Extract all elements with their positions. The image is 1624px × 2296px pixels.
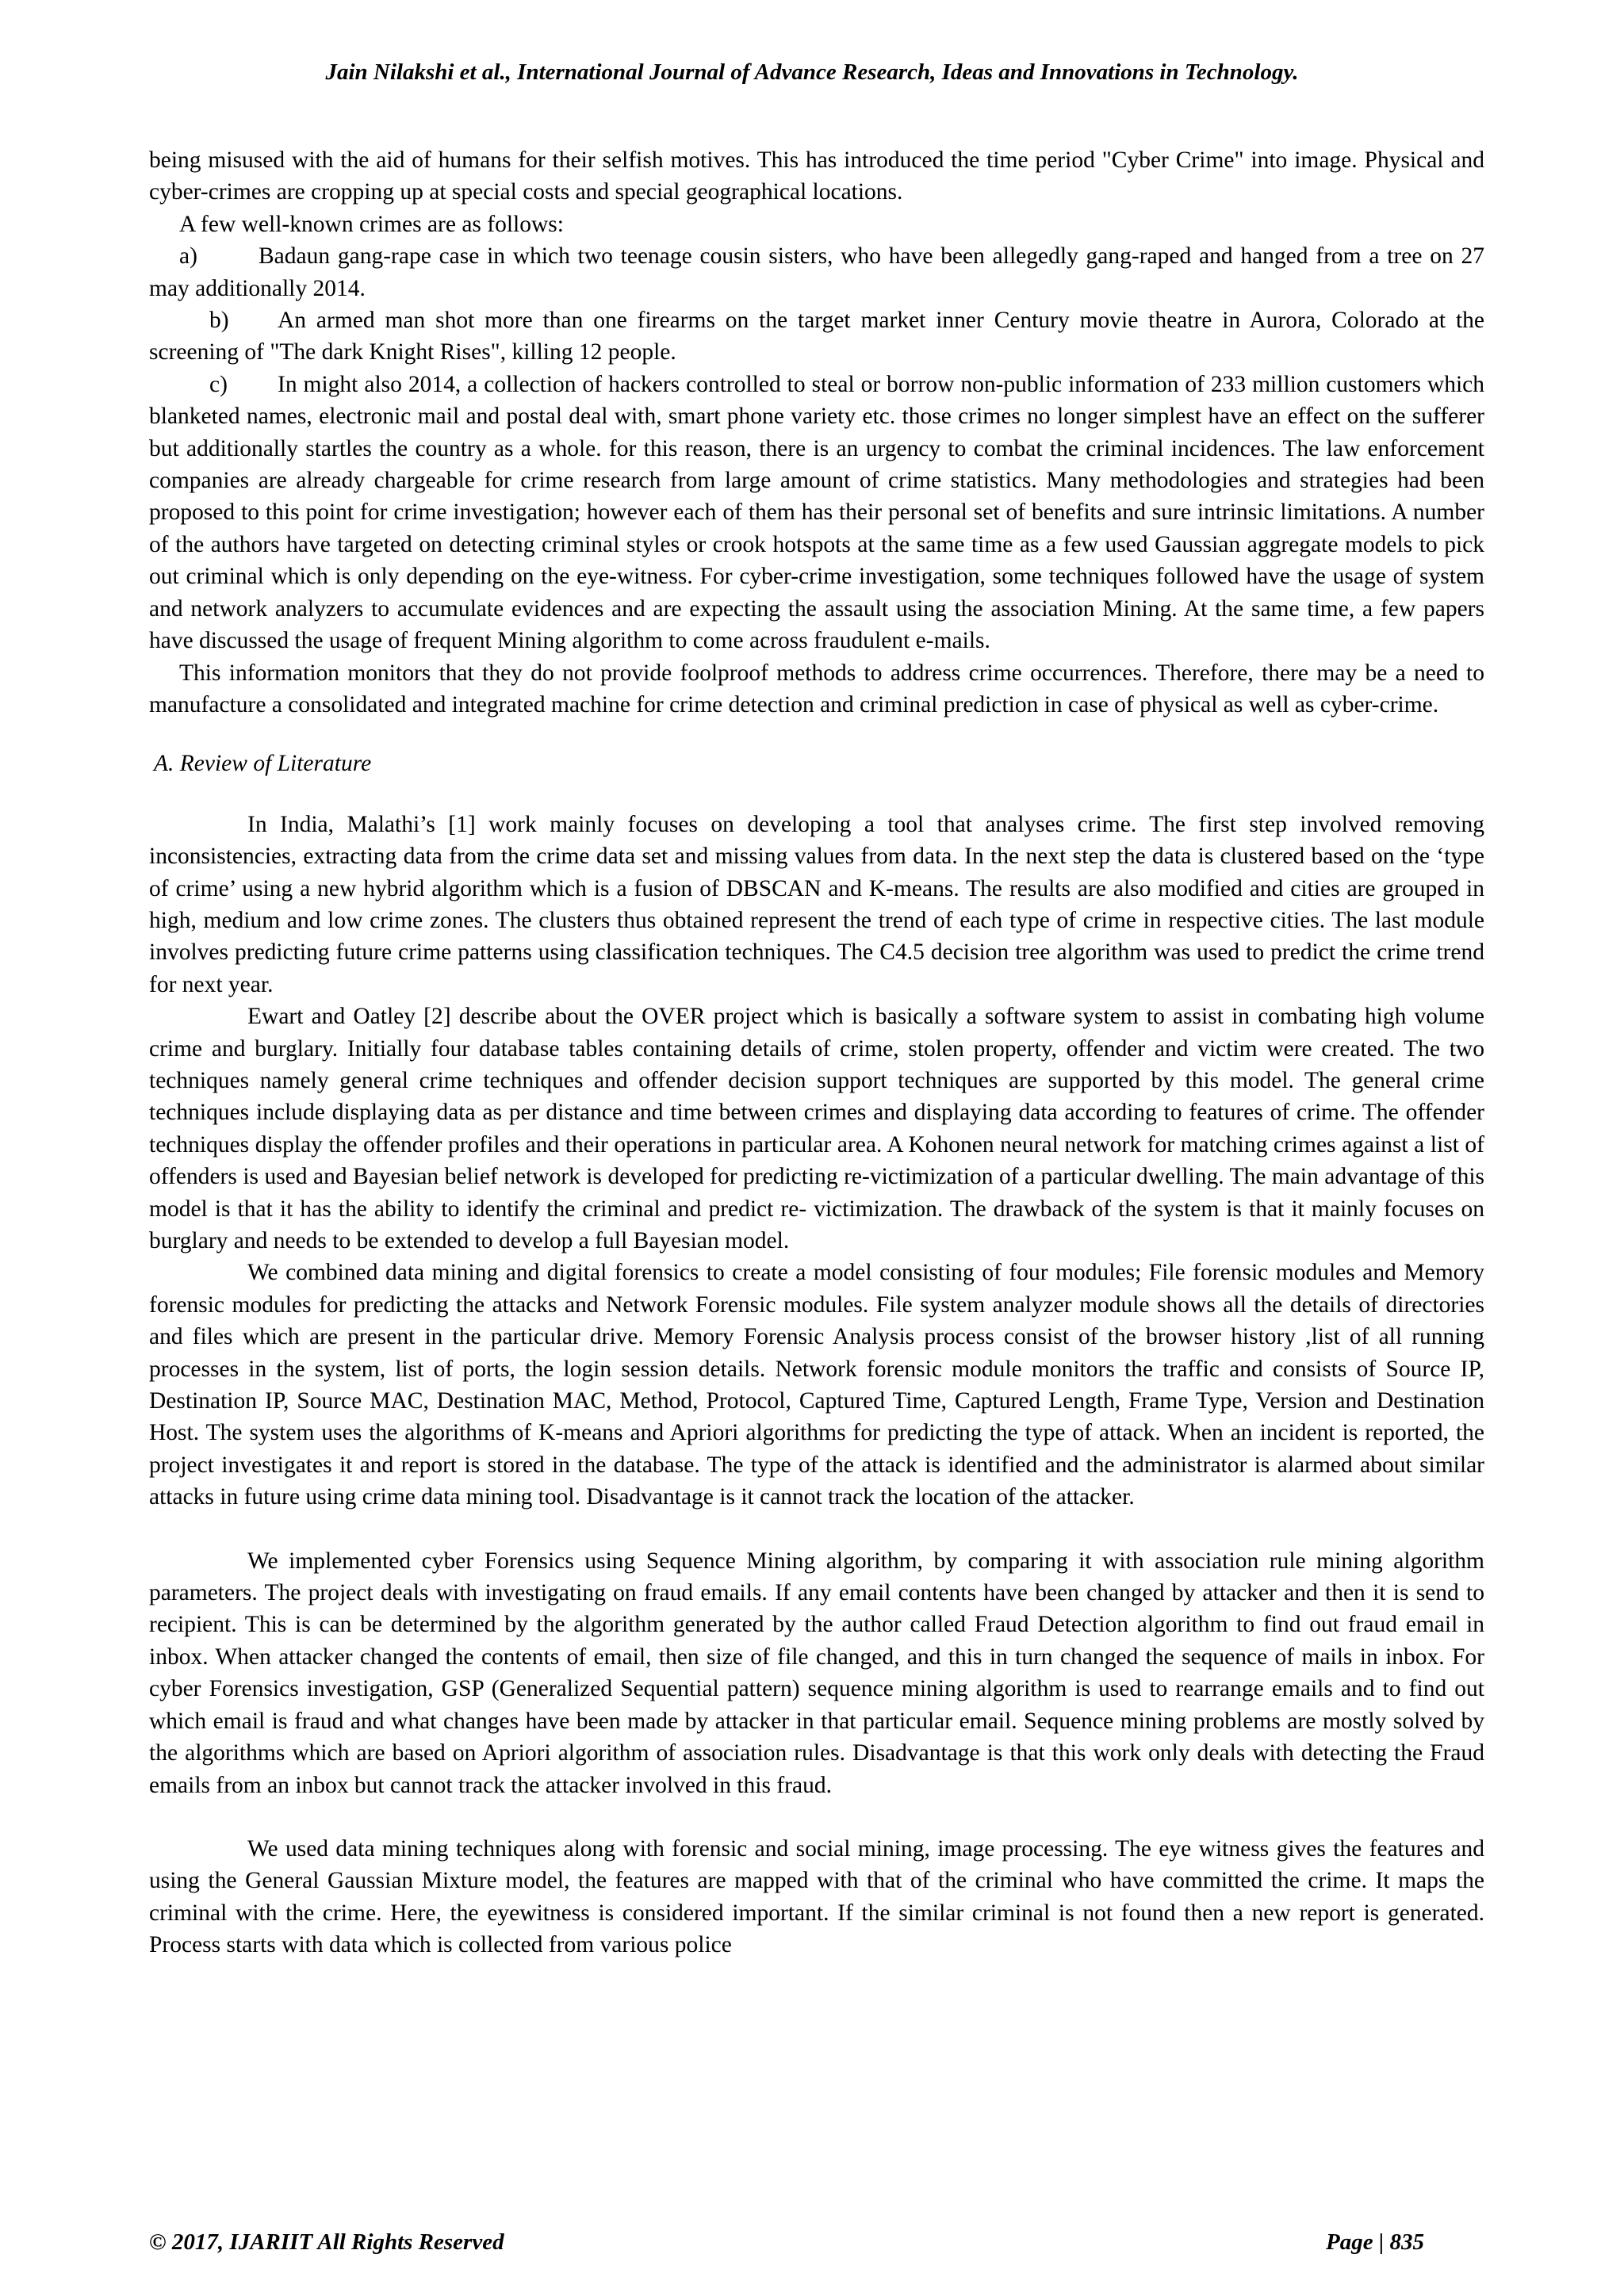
lit-paragraph-malathi: In India, Malathi’s [1] work mainly focuses on developing a tool that analyses crime. The first step involved removing inconsistencies, extracting data from the crime data set and missing values from data. In the next step the data is clustered based on the ‘type of crime’ using a new hybrid algorithm which is a fusion of DBSCAN and K-means. The results are also modified and cities are grouped in high, medium and low crime zones. The clusters thus obtained represent the trend of each type of crime in respective cities. The last module involves predicting future crime patterns using classification techniques. The C4.5 decision tree algorithm was used to predict the crime trend for next year. xyxy=(149,811,1484,997)
section-heading: A. Review of Literature xyxy=(154,751,372,777)
footer-copyright: © 2017, IJARIIT All Rights Reserved xyxy=(149,2229,504,2255)
item-label: c) xyxy=(209,371,228,397)
footer-page-number: Page | 835 xyxy=(1326,2229,1424,2255)
lit-paragraph-forensics: We combined data mining and digital forensics to create a model consisting of four modules; File forensic modules and Memory forensic modules for predicting the attacks and Network Forensic modules. File system analyzer module shows all the details of directories and files which are present in the particular drive. Memory Forensic Analysis process consist of the browser history ,list of all running processes in the system, list of ports, the login session details. Network forensic module monitors the traffic and consists of Source IP, Destination IP, Source MAC, Destination MAC, Method, Protocol, Captured Time, Captured Length, Frame Type, Version and Destination Host. The system uses the algorithms of K-means and Apriori algorithms for predicting the type of attack. When an incident is reported, the project investigates it and report is stored in the database. The type of the attack is identified and the administrator is alarmed about similar attacks in future using crime data mining tool. Disadvantage is it cannot track the location of the attacker. xyxy=(149,1260,1484,1510)
lit-paragraph-ewart: Ewart and Oatley [2] describe about the OVER project which is basically a software system to assist in combating high volume crime and burglary. Initially four database tables containing details of crime, stolen property, offender and victim were created. The two techniques namely general crime techniques and offender decision support techniques are supported by this model. The general crime techniques include displaying data as per distance and time between crimes and displaying data according to features of crime. The offender techniques display the offender profiles and their operations in particular area. A Kohonen neural network for matching crimes against a list of offenders is used and Bayesian belief network is developed for predicting re-victimization of a particular dwelling. The main advantage of this model is that it has the ability to identify the criminal and predict re- victimization. The drawback of the system is that it mainly focuses on burglary and needs to be extended to develop a full Bayesian model. xyxy=(149,1004,1484,1253)
conclusion-paragraph: This information monitors that they do not provide foolproof methods to address crime occurrences. Therefore, there may be a need to manufacture a consolidated and integrated machine for crime detection and criminal prediction in case of physical as well as cyber-crime. xyxy=(149,660,1484,718)
item-text: Badaun gang-rape case in which two teenage cousin sisters, who have been allegedly gang-raped and hanged from a tree on 27 may additionally 2014. xyxy=(149,243,1484,301)
item-label: a) xyxy=(179,243,197,270)
crimes-intro: A few well-known crimes are as follows: xyxy=(179,211,564,237)
article-body xyxy=(149,144,1484,1961)
item-text: In might also 2014, a collection of hackers controlled to steal or borrow non-public information of 233 million customers which blanketed names, electronic mail and postal deal with, smart phone variety etc. those crimes no longer simplest have an effect on the sufferer but additionally startles the country as a whole. for this reason, there is an urgency to combat the criminal incidences. The law enforcement companies are already chargeable for crime research from large amount of crime statistics. Many methodologies and strategies had been proposed to this point for crime investigation; however each of them has their personal set of benefits and sure intrinsic limitations. A number of the authors have targeted on detecting criminal styles or crook hotspots at the same time as a few used Gaussian aggregate models to pick out criminal which is only depending on the eye-witness. For cyber-crime investigation, some techniques followed have the usage of system and network analyzers to accumulate evidences and are expecting the assault using the association Mining. At the same time, a few papers have discussed the usage of frequent Mining algorithm to come across fraudulent e-mails. xyxy=(149,371,1484,654)
intro-paragraph: being misused with the aid of humans for their selfish motives. This has introduced the time period "Cyber Crime" into image. Physical and cyber-crimes are cropping up at special costs and special geographical locations. xyxy=(149,147,1484,205)
lit-paragraph-sequence-mining: We implemented cyber Forensics using Sequence Mining algorithm, by comparing it with association rule mining algorithm parameters. The project deals with investigating on fraud emails. If any email contents have been changed by attacker and then it is send to recipient. This is can be determined by the algorithm generated by the author called Fraud Detection algorithm to find out fraud email in inbox. When attacker changed the contents of email, then size of file changed, and this in turn changed the sequence of mails in inbox. For cyber Forensics investigation, GSP (Generalized Sequential pattern) sequence mining algorithm is used to rearrange emails and to find out which email is fraud and what changes have been made by attacker in that particular email. Sequence mining problems are mostly solved by the algorithms which are based on Apriori algorithm of association rules. Disadvantage is that this work only deals with detecting the Fraud emails from an inbox but cannot track the attacker involved in this fraud. xyxy=(149,1548,1484,1798)
item-text: An armed man shot more than one firearms on the target market inner Century movie theatre in Aurora, Colorado at the screening of "The dark Knight Rises", killing 12 people. xyxy=(149,308,1484,365)
item-label: b) xyxy=(209,308,229,334)
list-item-c xyxy=(149,369,1484,657)
list-item-a xyxy=(149,240,1484,304)
running-header: Jain Nilakshi et al., International Journal of Advance Research, Ideas and Innovations in Technology. xyxy=(325,59,1299,85)
lit-paragraph-social-mining: We used data mining techniques along with forensic and social mining, image processing. The eye witness gives the features and using the General Gaussian Mixture model, the features are mapped with that of the criminal who have committed the crime. It maps the criminal with the crime. Here, the eyewitness is considered important. If the similar criminal is not found then a new report is generated. Process starts with data which is collected from various police xyxy=(149,1835,1484,1958)
list-item-b xyxy=(149,304,1484,369)
